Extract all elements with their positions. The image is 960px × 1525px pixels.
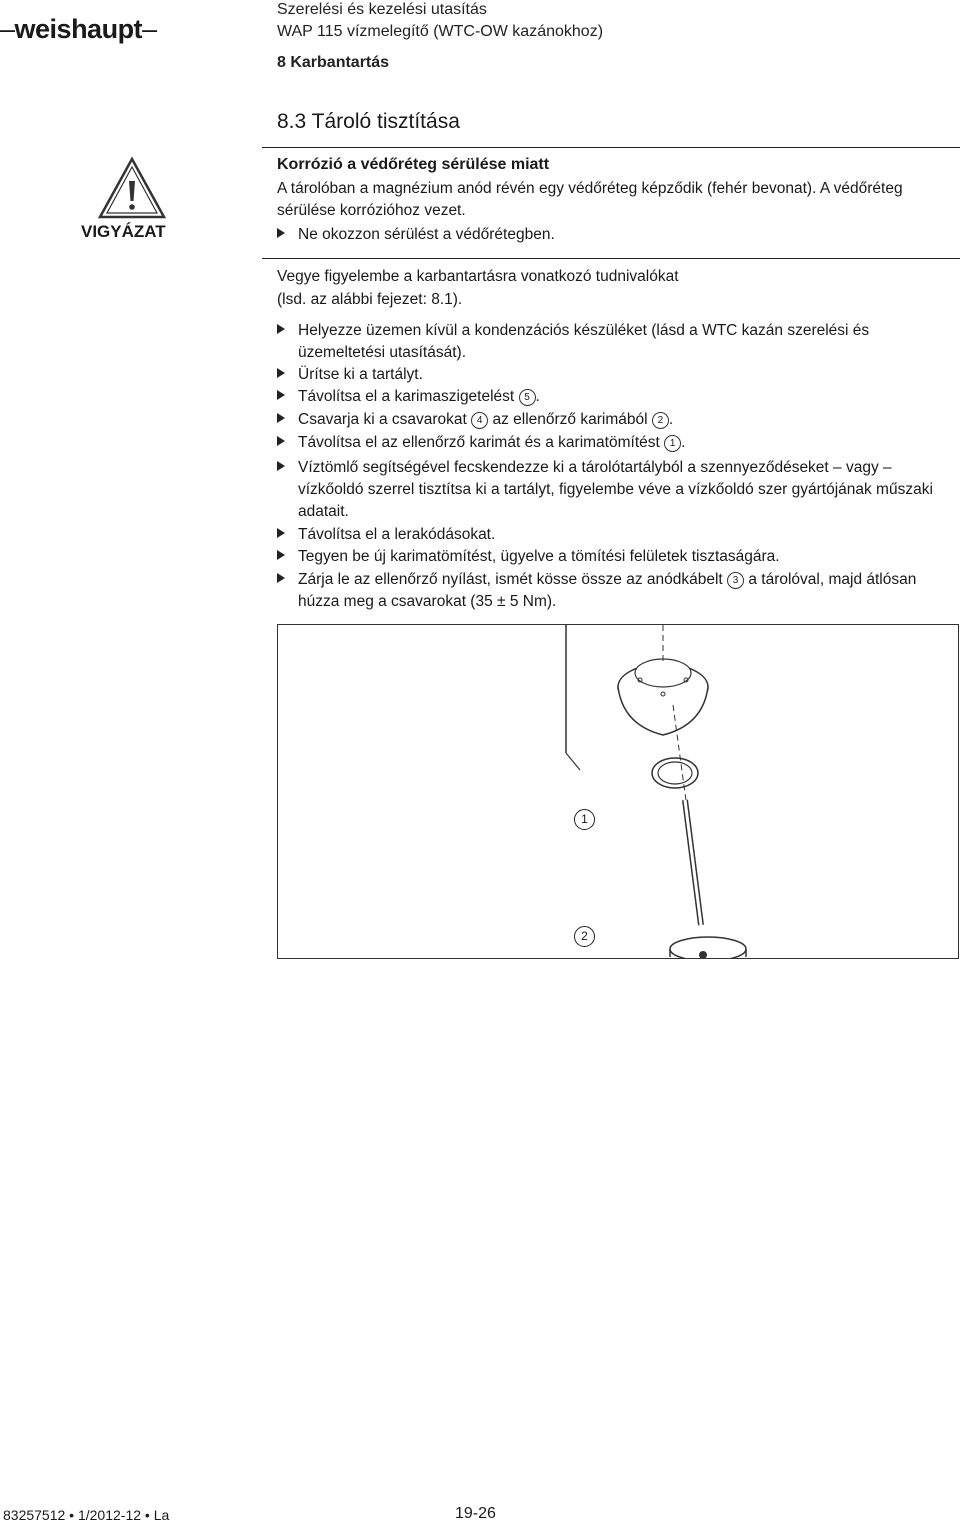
warning-action: Ne okozzon sérülést a védőrétegben. <box>277 224 957 246</box>
step-6: Víztömlő segítségével fecskendezze ki a tárolótartályból a szennyeződéseket – vagy – vízkőoldó szerrel tisztítsa ki a tartályt, figyelembe véve a vízkőoldó szer gyártójának műszaki adatait. <box>277 457 957 479</box>
exploded-view-drawing <box>278 625 958 958</box>
warning-triangle-icon <box>97 156 167 220</box>
ref-circle: 5 <box>519 389 536 406</box>
ref-circle: 3 <box>727 572 744 589</box>
bullet-arrow-icon <box>277 573 285 583</box>
warning-title: Korrózió a védőréteg sérülése miatt <box>277 156 550 173</box>
ref-circle: 1 <box>664 435 681 452</box>
step-3: Távolítsa el a karimaszigetelést 5 . <box>277 386 957 408</box>
weishaupt-logo: –weishaupt– <box>0 14 157 44</box>
bullet-arrow-icon <box>277 461 285 471</box>
ref-circle: 4 <box>471 412 488 429</box>
bullet-arrow-icon <box>277 228 285 238</box>
step-1: Helyezze üzemen kívül a kondenzációs készüléket (lásd a WTC kazán szerelési és üzemeltetési utasítását). <box>277 320 957 342</box>
step-2: Ürítse ki a tartályt. <box>277 364 957 386</box>
ref-circle: 2 <box>652 412 669 429</box>
intro-line-2: (lsd. az alábbi fejezet: 8.1). <box>277 291 463 308</box>
section-rule <box>262 147 960 148</box>
warning-text: A tárolóban a magnézium anód révén egy védőréteg képződik (fehér bevonat). A védőréteg sérülése korrózióhoz vezet. <box>277 180 903 219</box>
step-5: Távolítsa el az ellenőrző karimát és a karimatömítést 1 . <box>277 432 957 454</box>
footer-doc-code: 83257512 • 1/2012-12 • La <box>3 1507 170 1523</box>
bullet-arrow-icon <box>277 324 285 334</box>
doc-subtitle: WAP 115 vízmelegítő (WTC-OW kazánokhoz) <box>277 23 604 40</box>
step-9: Zárja le az ellenőrző nyílást, ismét kösse össze az anódkábelt 3 a tárolóval, majd átlósan húzza meg a csavarokat (35 ± 5 Nm). <box>277 569 957 591</box>
callout-2: 2 <box>574 926 595 947</box>
section-title: 8.3 Tároló tisztítása <box>277 110 460 133</box>
maintenance-figure <box>277 624 959 959</box>
step-8: Tegyen be új karimatömítést, ügyelve a tömítési felületek tisztaságára. <box>277 546 957 568</box>
bullet-arrow-icon <box>277 550 285 560</box>
warning-rule <box>262 258 960 259</box>
warning-label: VIGYÁZAT <box>81 222 166 241</box>
intro-line-1: Vegye figyelembe a karbantartásra vonatkozó tudnivalókat <box>277 268 679 285</box>
bullet-arrow-icon <box>277 368 285 378</box>
doc-title: Szerelési és kezelési utasítás <box>277 1 487 18</box>
footer-page-number: 19-26 <box>455 1505 496 1522</box>
bullet-arrow-icon <box>277 436 285 446</box>
step-4: Csavarja ki a csavarokat 4 az ellenőrző karimából 2 . <box>277 409 957 431</box>
bullet-arrow-icon <box>277 390 285 400</box>
chapter-title: 8 Karbantartás <box>277 54 390 71</box>
step-7: Távolítsa el a lerakódásokat. <box>277 524 957 546</box>
bullet-arrow-icon <box>277 528 285 538</box>
bullet-arrow-icon <box>277 413 285 423</box>
callout-1: 1 <box>574 809 595 830</box>
